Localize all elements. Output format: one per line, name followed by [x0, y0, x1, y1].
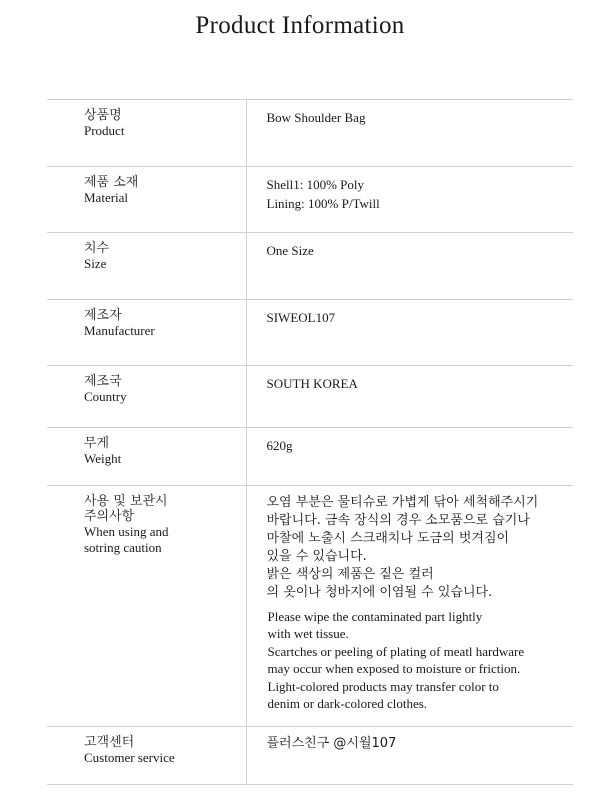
care-en-line: may occur when exposed to moisture or friction. [267, 661, 521, 677]
value-cell [246, 366, 573, 428]
care-ko-line: 오염 부분은 물티슈로 가볍게 닦아 세척해주시기 [266, 495, 539, 510]
care-en-line: with wet tissue. [267, 626, 349, 642]
table-row-material [47, 167, 573, 233]
value-text: SOUTH KOREA [266, 376, 358, 391]
care-ko-line: 바랍니다. 금속 장식의 경우 소모품으로 습기나 [266, 513, 530, 528]
table-row-product [47, 100, 573, 167]
care-english-text [267, 608, 574, 712]
product-info-table [47, 99, 573, 785]
label-cell [47, 366, 246, 428]
care-ko-line: 의 옷이나 청바지에 이염될 수 있습니다. [266, 585, 493, 600]
label-en: Customer service [84, 750, 175, 765]
value-cell [246, 486, 573, 727]
customer-service-value: 플러스친구 @시월107 [266, 736, 397, 751]
value-cell [246, 300, 573, 366]
label-ko: 치수 [84, 241, 110, 256]
value-text: Shell1: 100% Poly [266, 177, 365, 192]
label-ko: 주의사항 [84, 509, 135, 524]
label-en: sotring caution [84, 540, 162, 555]
care-ko-line: 마찰에 노출시 스크래치나 도금의 벗겨짐이 [266, 531, 510, 546]
value-text: SIWEOL107 [266, 310, 336, 325]
care-en-line: Light-colored products may transfer color to [267, 678, 499, 694]
value-text: 620g [266, 438, 293, 453]
label-en: Manufacturer [84, 323, 155, 338]
care-ko-line: 있을 수 있습니다. [266, 549, 367, 564]
label-ko: 제조자 [84, 308, 122, 323]
care-en-line: denim or dark-colored clothes. [267, 696, 428, 712]
label-cell [47, 428, 246, 486]
page-title: Product Information [195, 12, 405, 39]
value-text: Lining: 100% P/Twill [266, 196, 380, 211]
table-row-country [47, 366, 573, 428]
table-row-size [47, 233, 573, 300]
label-cell [47, 233, 246, 300]
label-cell [47, 167, 246, 233]
value-cell [246, 233, 573, 300]
label-en: Weight [84, 451, 122, 466]
label-en: When using and [84, 524, 169, 539]
care-en-line: Please wipe the contaminated part lightly [267, 609, 483, 624]
label-ko: 제품 소재 [84, 175, 139, 190]
label-ko: 고객센터 [84, 735, 135, 750]
table-row-manufacturer [47, 300, 573, 366]
label-ko: 무게 [84, 436, 110, 451]
label-ko: 사용 및 보관시 [84, 494, 168, 509]
value-text: One Size [266, 243, 314, 258]
table-row-care [47, 486, 573, 727]
label-cell [47, 300, 246, 366]
label-ko: 상품명 [84, 108, 122, 123]
care-ko-line: 밝은 색상의 제품은 짙은 컬러 [266, 567, 434, 582]
care-en-line: Scartches or peeling of plating of meatl hardware [267, 643, 525, 659]
table-row-customer-service [47, 727, 573, 785]
value-cell [246, 167, 573, 233]
label-en: Material [84, 190, 129, 205]
label-cell [47, 486, 246, 727]
label-cell [47, 100, 246, 167]
label-cell [47, 727, 246, 785]
value-cell [246, 428, 573, 486]
label-en: Country [84, 389, 127, 404]
label-ko: 제조국 [84, 374, 122, 389]
label-en: Product [84, 123, 125, 138]
table-row-weight [47, 428, 573, 486]
care-korean-text [267, 494, 574, 602]
label-en: Size [84, 256, 107, 271]
value-text: Bow Shoulder Bag [266, 110, 366, 125]
value-cell [246, 100, 573, 167]
value-cell [246, 727, 573, 785]
